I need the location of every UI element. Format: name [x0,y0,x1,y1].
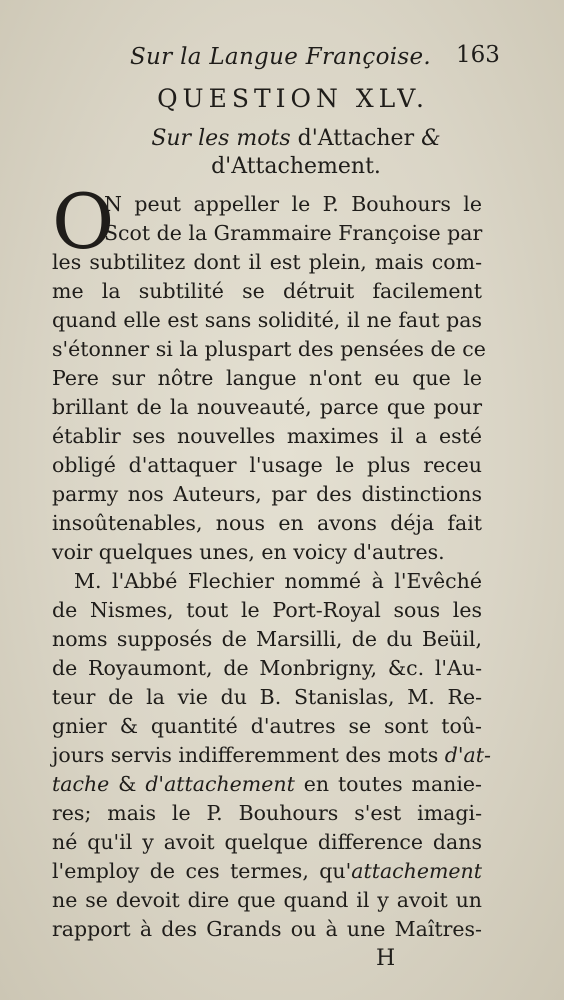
drop-cap: O [52,177,115,266]
text-line: insoûtenables, nous en avons déja fait [52,511,482,535]
text-line: teur de la vie du B. Stanislas, M. Re- [52,685,482,709]
text-line-mixed [52,859,482,883]
italic-fragment: d'attachement [145,772,295,796]
question-title: QUESTION XLV. [157,84,429,113]
text-line: res; mais le P. Bouhours s'est imagi- [52,801,482,825]
text-line: obligé d'attaquer l'usage le plus receu [52,453,482,477]
text-line: Scot de la Grammaire Françoise par [104,221,483,245]
text-fragment: l'employ de ces termes, qu' [52,859,352,883]
text-line: voir quelques unes, en voicy d'autres. [52,540,445,564]
text-line: me la subtilité se détruit facilement [52,279,482,303]
page-number: 163 [456,42,500,68]
italic-fragment: attachement [351,859,482,883]
text-line: M. l'Abbé Flechier nommé à l'Evêché [74,569,482,593]
text-line: N peut appeller le P. Bouhours le [104,192,482,216]
text-line-mixed [52,743,491,767]
subtitle-ampersand: & [414,126,441,151]
subtitle-roman: d'Attacher [290,126,415,151]
text-line-mixed: tache & d'attachement en toutes manie- [52,772,482,796]
text-line: gnier & quantité d'autres se sont toû- [52,714,482,738]
text-line: quand elle est sans solidité, il ne faut pas [52,308,482,332]
italic-fragment: tache [52,772,110,796]
text-line: né qu'il y avoit quelque difference dans [52,830,482,854]
italic-fragment: d'at- [438,743,491,767]
subtitle-italic: Sur les mots [151,126,291,151]
text-line: noms supposés de Marsilli, de du Beüil, [52,627,482,651]
text-line: s'étonner si la pluspart des pensées de ce [52,337,486,361]
subtitle-line-1 [0,126,564,151]
text-line: de Nismes, tout le Port-Royal sous les [52,598,482,622]
text-fragment: jours servis indifferemment des mots [52,743,439,767]
text-line: brillant de la nouveauté, parce que pour [52,395,482,419]
text-line: Pere sur nôtre langue n'ont eu que le [52,366,482,390]
text-line: ne se devoit dire que quand il y avoit un [52,888,482,912]
subtitle-line-2: d'Attachement. [211,154,381,179]
text-line: de Royaumont, de Monbrigny, &c. l'Au- [52,656,482,680]
text-line: parmy nos Auteurs, par des distinctions [52,482,482,506]
text-line: les subtilitez dont il est plein, mais com- [52,250,482,274]
text-line: rapport à des Grands ou à une Maîtres- [52,917,482,941]
running-title: Sur la Langue Françoise. [130,44,431,70]
signature-mark: H [376,946,396,971]
text-line: établir ses nouvelles maximes il a esté [52,424,482,448]
